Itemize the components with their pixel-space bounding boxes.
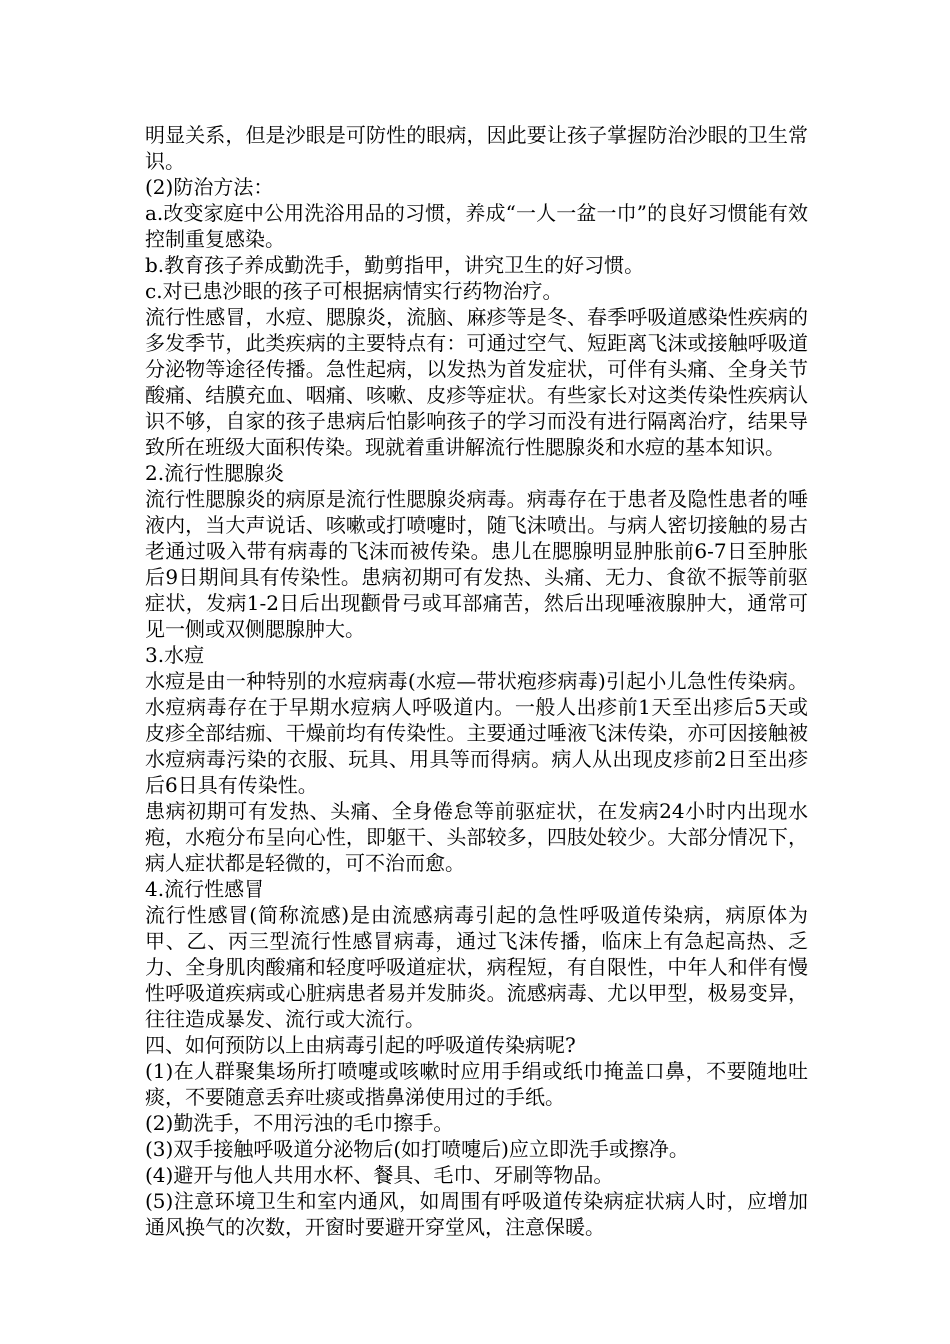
prevention-item-5: (5)注意环境卫生和室内通风，如周围有呼吸道传染病症状病人时，应增加通风换气的次数，开窗时要避开穿堂风，注意保暖。 — [145, 1189, 808, 1239]
heading-influenza: 4.流行性感冒 — [145, 877, 265, 901]
paragraph-trachoma-intro: 明显关系，但是沙眼是可防性的眼病，因此要让孩子掌握防治沙眼的卫生常识。 — [145, 123, 808, 173]
prevention-item-2: (2)勤洗手，不用污浊的毛巾擦手。 — [145, 1111, 454, 1135]
list-item-c: c.对已患沙眼的孩子可根据病情实行药物治疗。 — [145, 279, 563, 303]
heading-mumps: 2.流行性腮腺炎 — [145, 461, 285, 485]
list-item-b: b.教育孩子养成勤洗手，勤剪指甲，讲究卫生的好习惯。 — [145, 253, 645, 277]
heading-chickenpox: 3.水痘 — [145, 643, 205, 667]
paragraph-influenza: 流行性感冒(简称流感)是由流感病毒引起的急性呼吸道传染病，病原体为甲、乙、丙三型流行性感冒病毒，通过飞沫传播，临床上有急起高热、乏力、全身肌肉酸痛和轻度呼吸道症状，病程短，有自限性，中年人和伴有慢性呼吸道疾病或心脏病患者易并发肺炎。流感病毒、尤以甲型，极易变异，往往造成暴发、流行或大流行。 — [145, 903, 808, 1031]
paragraph-respiratory-diseases: 流行性感冒，水痘、腮腺炎，流脑、麻疹等是冬、春季呼吸道感染性疾病的多发季节，此类疾病的主要特点有：可通过空气、短距离飞沫或接触呼吸道分泌物等途径传播。急性起病，以发热为首发症状，可伴有头痛、全身关节酸痛、结膜充血、咽痛、咳嗽、皮疹等症状。有些家长对这类传染性疾病认识不够，自家的孩子患病后怕影响孩子的学习而没有进行隔离治疗，结果导致所在班级大面积传染。现就着重讲解流行性腮腺炎和水痘的基本知识。 — [145, 305, 808, 459]
prevention-item-4: (4)避开与他人共用水杯、餐具、毛巾、牙刷等物品。 — [145, 1163, 614, 1187]
heading-prevention: 四、如何预防以上由病毒引起的呼吸道传染病呢? — [145, 1033, 576, 1057]
heading-prevention-methods: (2)防治方法： — [145, 175, 274, 199]
paragraph-chickenpox-symptoms: 患病初期可有发热、头痛、全身倦怠等前驱症状，在发病24小时内出现水疱，水疱分布呈向心性，即躯干、头部较多，四肢处较少。大部分情况下，病人症状都是轻微的，可不治而愈。 — [145, 799, 808, 875]
list-item-a: a.改变家庭中公用洗浴用品的习惯，养成“一人一盆一巾”的良好习惯能有效控制重复感染。 — [145, 201, 808, 251]
paragraph-mumps: 流行性腮腺炎的病原是流行性腮腺炎病毒。病毒存在于患者及隐性患者的唾液内，当大声说话、咳嗽或打喷嚏时，随飞沫喷出。与病人密切接触的易古老通过吸入带有病毒的飞沫而被传染。患儿在腮腺明显肿胀前6-7日至肿胀后9日期间具有传染性。患病初期可有发热、头痛、无力、食欲不振等前驱症状，发病1-2日后出现颧骨弓或耳部痛苦，然后出现唾液腺肿大，通常可见一侧或双侧腮腺肿大。 — [145, 487, 808, 641]
paragraph-chickenpox: 水痘是由一种特别的水痘病毒(水痘—带状疱疹病毒)引起小儿急性传染病。水痘病毒存在于早期水痘病人呼吸道内。一般人出疹前1天至出疹后5天或皮疹全部结痂、干燥前均有传染性。主要通过唾液飞沫传染，亦可因接触被水痘病毒污染的衣服、玩具、用具等而得病。病人从出现皮疹前2日至出疹后6日具有传染性。 — [145, 669, 808, 797]
document-page — [145, 122, 808, 1240]
prevention-item-1: (1)在人群聚集场所打喷嚏或咳嗽时应用手绢或纸巾掩盖口鼻，不要随地吐痰，不要随意丢弃吐痰或揩鼻涕使用过的手纸。 — [145, 1059, 808, 1109]
prevention-item-3: (3)双手接触呼吸道分泌物后(如打喷嚏后)应立即洗手或擦净。 — [145, 1137, 689, 1161]
